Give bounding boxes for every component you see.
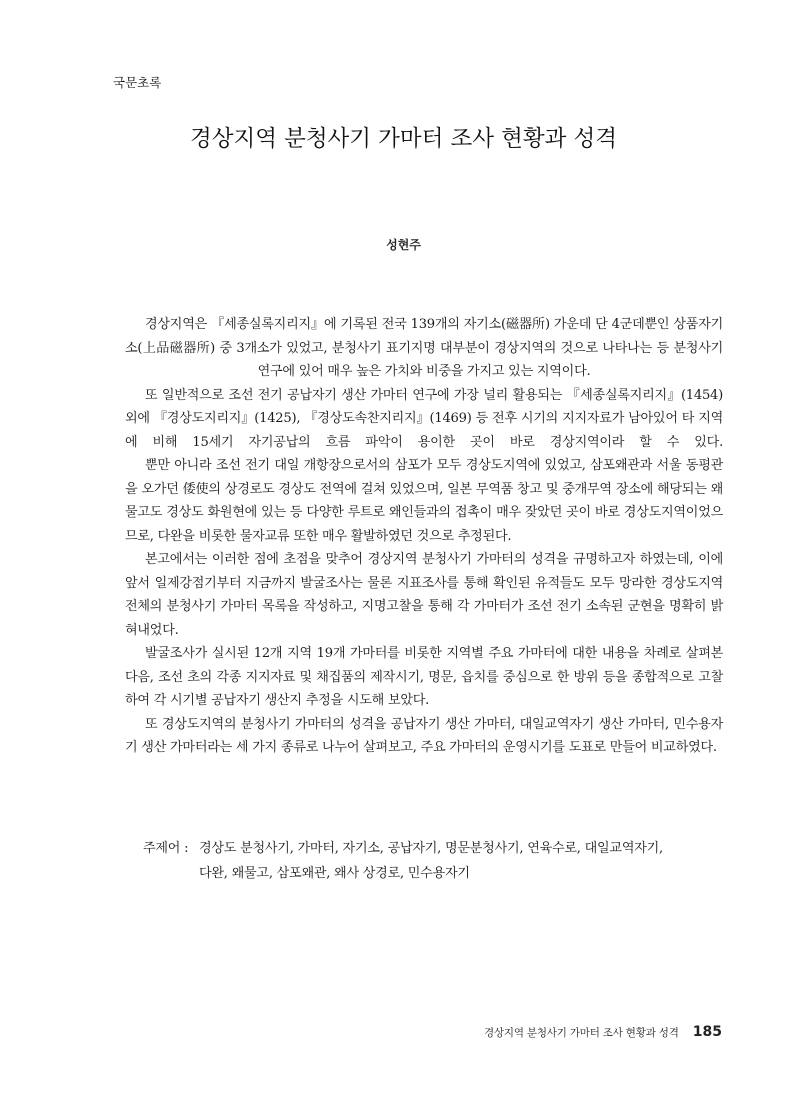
abstract-paragraph: 뿐만 아니라 조선 전기 대일 개항장으로서의 삼포가 모두 경상도지역에 있었고, 삼포왜관과 서울 동평관을 오가던 倭使의 상경로도 경상도 전역에 걸쳐 있었으며, 일본 무역품 창고 및 중개무역 장소에 해당되는 왜물고도 경상도 화원현에 있는 등 다양한 루트로 왜인들과의 접촉이 매우 잦았던 곳이 바로 경상도지역이었으므로, 다완을 비롯한 물자교류 또한 매우 활발하였던 것으로 추정된다. [125,458,723,544]
running-title: 경상지역 분청사기 가마터 조사 현황과 성격 [484,1027,679,1039]
paper-title: 경상지역 분청사기 가마터 조사 현황과 성격 [190,126,617,152]
keywords [143,836,733,886]
keywords-row [143,836,733,861]
keywords-line: 경상도 분청사기, 가마터, 자기소, 공납자기, 명문분청사기, 연육수로, 대일교역자기, [199,841,663,856]
abstract-body [125,313,723,760]
author-name: 성현주 [386,238,421,252]
abstract-paragraph: 발굴조사가 실시된 12개 지역 19개 가마터를 비롯한 지역별 주요 가마터에 대한 내용을 차례로 살펴본 다음, 조선 초의 각종 지지자료 및 채집품의 제작시기, 명문, 읍치를 중심으로 한 방위 등을 종합적으로 고찰하여 각 시기별 공납자기 생산지 추정을 시도해 보았다. [125,646,723,708]
section-label: 국문초록 [113,75,162,90]
keywords-row [143,861,733,886]
abstract-paragraph: 경상지역은 『세종실록지리지』에 기록된 전국 139개의 자기소(磁器所) 가운데 단 4군데뿐인 상품자기소(上品磁器所) 중 3개소가 있었고, 분청사기 표기지명 대부분이 경상지역의 것으로 나타나는 등 분청사기 연구에 있어 매우 높은 가치와 비중을 가지고 있는 지역이다. [125,317,723,379]
keywords-line: 다완, 왜물고, 삼포왜관, 왜사 상경로, 민수용자기 [199,866,470,881]
page-number: 185 [692,1024,722,1040]
keywords-label: 주제어 : [143,841,189,856]
abstract-paragraph: 본고에서는 이러한 점에 초점을 맞추어 경상지역 분청사기 가마터의 성격을 규명하고자 하였는데, 이에 앞서 일제강점기부터 지금까지 발굴조사는 물론 지표조사를 통해 확인된 유적들도 모두 망라한 경상도지역 전체의 분청사기 가마터 목록을 작성하고, 지명고찰을 통해 각 가마터가 조선 전기 소속된 군현을 명확히 밝혀내었다. [125,552,723,638]
page-footer [484,1021,722,1040]
abstract-paragraph: 또 경상도지역의 분청사기 가마터의 성격을 공납자기 생산 가마터, 대일교역자기 생산 가마터, 민수용자기 생산 가마터라는 세 가지 종류로 나누어 살펴보고, 주요 가마터의 운영시기를 도표로 만들어 비교하였다. [125,716,723,755]
abstract-paragraph: 또 일반적으로 조선 전기 공납자기 생산 가마터 연구에 가장 널리 활용되는 『세종실록지리지』(1454) 외에 『경상도지리지』(1425), 『경상도속찬지리지』(1469) 등 전후 시기의 지지자료가 남아있어 타 지역에 비해 15세기 자기공납의 흐름 파악이 용이한 곳이 바로 경상지역이라 할 수 있다. [125,387,723,450]
